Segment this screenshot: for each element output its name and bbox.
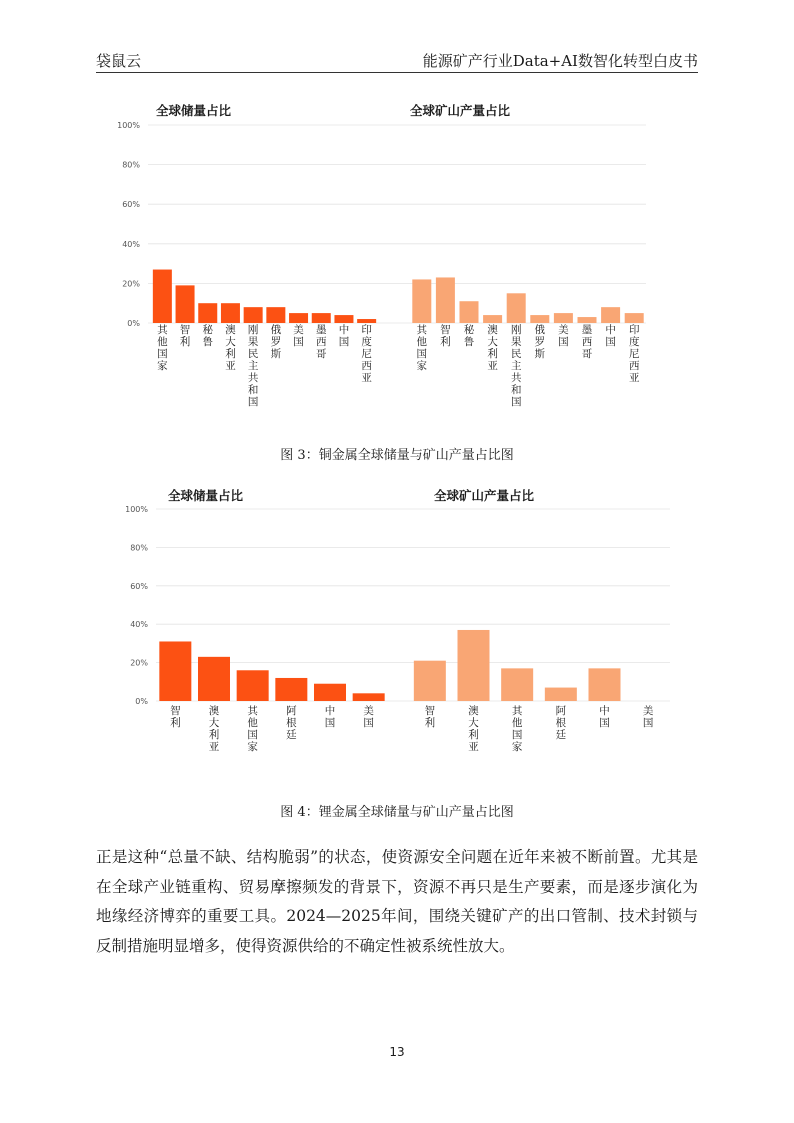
bar-production: [530, 315, 549, 323]
copy-charts-svg: [96, 95, 698, 435]
figure-copy-chart: [96, 95, 698, 435]
chart-title: 全球矿山产量占比: [434, 488, 535, 503]
bar-production: [483, 315, 502, 323]
bar-reserves: [289, 313, 308, 323]
category-label: 智利: [424, 705, 436, 729]
y-tick-label: 20%: [122, 279, 140, 289]
header-divider: [96, 72, 698, 73]
y-tick-label: 20%: [130, 658, 148, 668]
y-tick-label: 0%: [135, 697, 148, 706]
figure-lithium-chart: [96, 480, 698, 780]
bar-production: [578, 317, 597, 323]
y-tick-label: 100%: [117, 121, 140, 130]
category-label: 美国: [363, 705, 374, 729]
chart-title: 全球储量占比: [168, 488, 244, 503]
bar-production: [625, 313, 644, 323]
category-label: 中国: [599, 705, 610, 729]
bar-production: [601, 307, 620, 323]
y-tick-label: 100%: [125, 505, 148, 514]
bar-reserves: [244, 307, 263, 323]
category-label: 其他国家: [416, 324, 428, 372]
bar-reserves: [314, 684, 346, 701]
bar-reserves: [266, 307, 285, 323]
bar-reserves: [334, 315, 353, 323]
bar-production: [507, 293, 526, 323]
bar-reserves: [221, 303, 240, 323]
category-label: 智利: [179, 324, 191, 348]
category-label: 美国: [642, 705, 654, 729]
category-label: 秘鲁: [202, 324, 213, 348]
y-tick-label: 80%: [130, 543, 148, 553]
category-label: 俄罗斯: [534, 324, 546, 360]
chart-title: 全球矿山产量占比: [410, 103, 511, 118]
category-label: 刚果民主共和国: [510, 324, 522, 408]
chart-title: 全球储量占比: [156, 103, 232, 118]
category-label: 其他国家: [511, 705, 523, 753]
category-label: 美国: [558, 324, 569, 348]
category-label: 美国: [293, 324, 304, 348]
category-label: 中国: [338, 324, 350, 348]
category-label: 阿根廷: [286, 705, 297, 741]
bar-production: [458, 630, 490, 701]
category-label: 秘鲁: [463, 324, 475, 348]
figure-3-caption: 图 3：铜金属全球储量与矿山产量占比图: [280, 448, 514, 463]
bar-reserves: [237, 670, 269, 701]
bar-production: [436, 277, 455, 323]
category-label: 墨西哥: [581, 324, 593, 360]
bar-production: [554, 313, 573, 323]
category-label: 澳大利亚: [468, 705, 479, 753]
category-label: 刚果民主共和国: [247, 324, 259, 408]
lithium-charts-svg: [96, 480, 698, 780]
bar-production: [545, 688, 577, 701]
bar-reserves: [159, 641, 191, 701]
category-label: 澳大利亚: [225, 324, 236, 372]
y-tick-label: 60%: [130, 581, 148, 591]
bar-production: [412, 279, 431, 323]
y-tick-label: 0%: [127, 319, 140, 328]
category-label: 其他国家: [247, 705, 258, 753]
bar-production: [414, 661, 446, 701]
page-number: 13: [389, 1045, 405, 1059]
category-label: 俄罗斯: [270, 324, 282, 360]
figure-4-caption: 图 4：锂金属全球储量与矿山产量占比图: [280, 805, 514, 820]
category-label: 智利: [170, 705, 181, 729]
category-label: 其他国家: [157, 324, 168, 372]
y-tick-label: 60%: [122, 200, 140, 210]
y-tick-label: 40%: [122, 239, 140, 249]
category-label: 智利: [440, 324, 451, 348]
category-label: 墨西哥: [316, 324, 327, 360]
header-company: 袋鼠云: [96, 52, 142, 70]
category-label: 印度尼西亚: [361, 324, 372, 384]
bar-reserves: [275, 678, 307, 701]
bar-reserves: [353, 693, 385, 701]
category-label: 澳大利亚: [208, 705, 220, 753]
bar-reserves: [153, 270, 172, 323]
bar-reserves: [176, 285, 195, 323]
bar-reserves: [357, 319, 376, 323]
bar-reserves: [198, 303, 217, 323]
y-tick-label: 40%: [130, 620, 148, 630]
bar-production: [460, 301, 479, 323]
category-label: 澳大利亚: [487, 324, 498, 372]
bar-production: [589, 668, 621, 701]
bar-reserves: [312, 313, 331, 323]
y-tick-label: 80%: [122, 160, 140, 170]
bar-production: [501, 668, 533, 701]
category-label: 印度尼西亚: [628, 324, 640, 384]
category-label: 阿根廷: [555, 705, 567, 741]
category-label: 中国: [324, 705, 336, 729]
bar-reserves: [198, 657, 230, 701]
header-document-title: 能源矿产行业Data+AI数智化转型白皮书: [422, 52, 698, 70]
body-paragraph: 正是这种“总量不缺、结构脆弱”的状态，使资源安全问题在近年来被不断前置。尤其是在全球产业链重构、贸易摩擦频发的背景下，资源不再只是生产要素，而是逐步演化为地缘经济博弈的重要工具。2024—2025年间，围绕关键矿产的出口管制、技术封锁与反制措施明显增多，使得资源供给的不确定性被系统性放大。: [96, 848, 698, 955]
category-label: 中国: [605, 324, 616, 348]
